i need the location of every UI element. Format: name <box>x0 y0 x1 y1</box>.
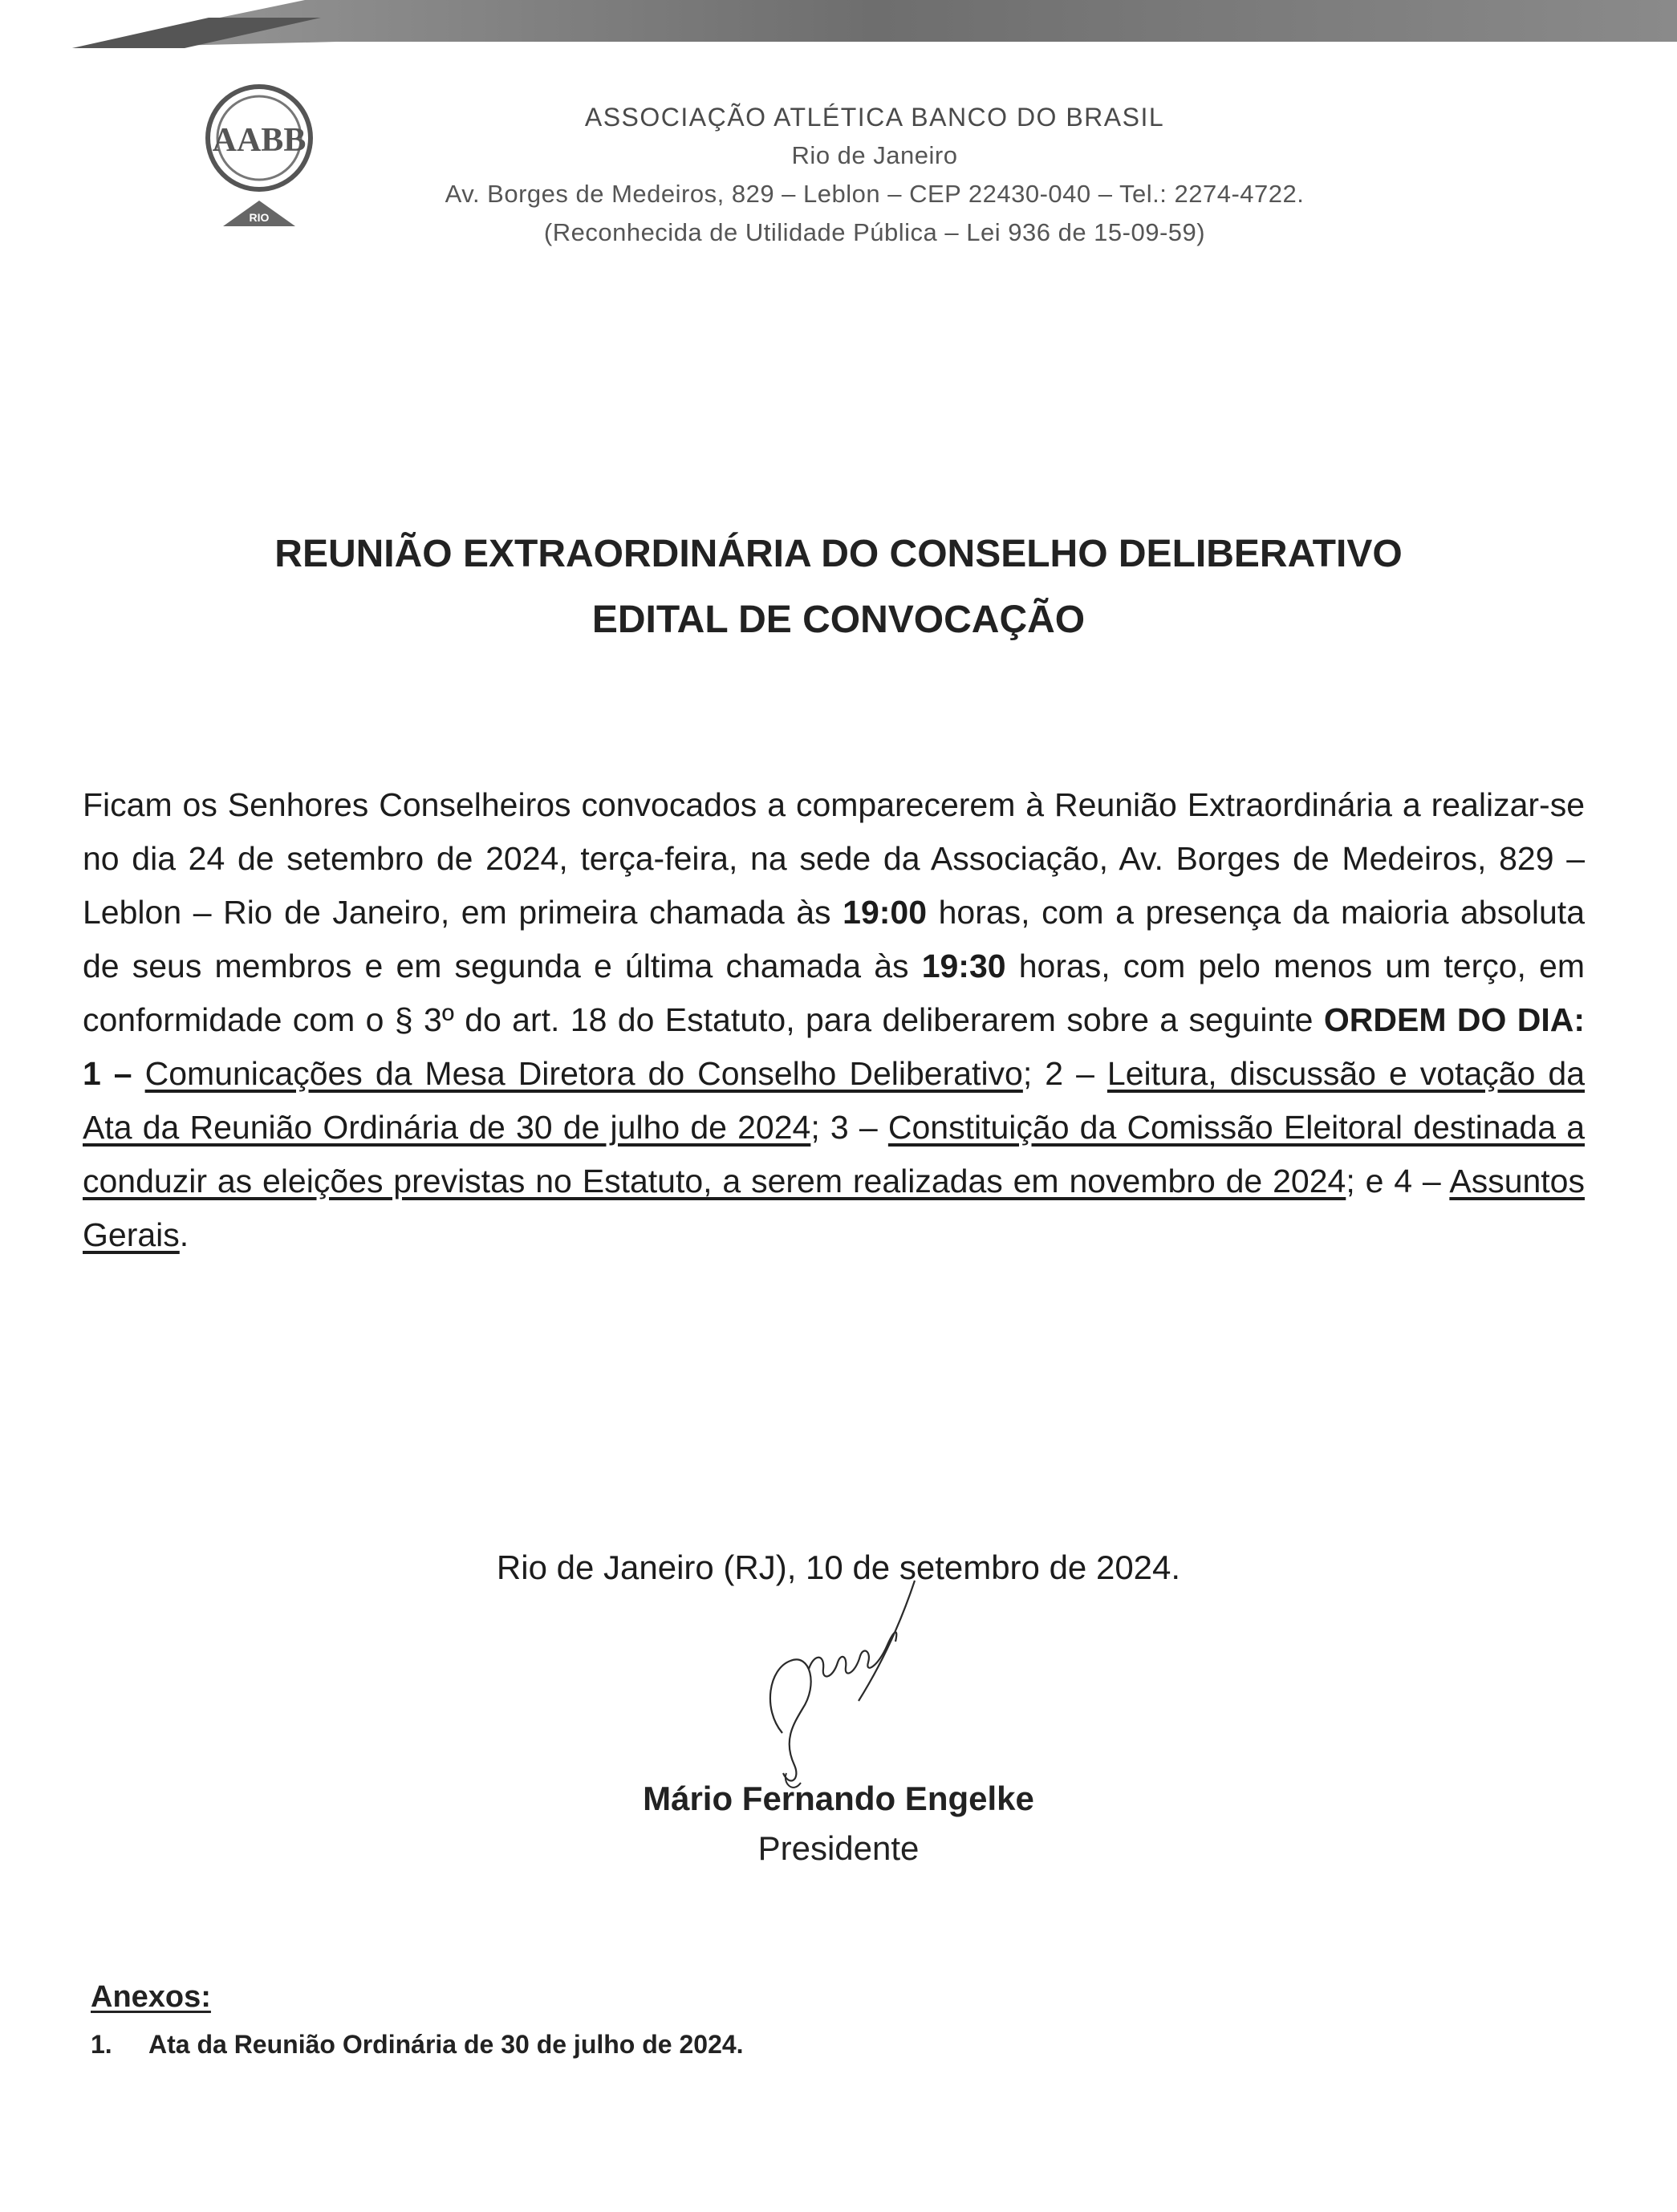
agenda-item-2: Leitura, discussão e votação da Ata da Reunião Ordinária de 30 de julho de 2024 <box>83 1055 1585 1146</box>
agenda-item-4-prefix: ; e 4 – <box>1346 1163 1450 1199</box>
org-name: ASSOCIAÇÃO ATLÉTICA BANCO DO BRASIL <box>584 103 1165 132</box>
title-line-2: EDITAL DE CONVOCAÇÃO <box>591 599 1086 641</box>
handwritten-signature <box>706 1573 947 1797</box>
agenda-item-1: Comunicações da Mesa Diretora do Conselho Deliberativo <box>144 1055 1023 1092</box>
title-line-1: REUNIÃO EXTRAORDINÁRIA DO CONSELHO DELIBERATIVO <box>274 533 1403 575</box>
agenda-item-3-prefix: ; 3 – <box>810 1109 888 1146</box>
svg-text:AABB: AABB <box>212 122 307 159</box>
body-part-3: horas, com pelo menos um terço, em conformidade com o § 3º do art. 18 do Estatuto, para deliberarem sobre a seguinte <box>83 948 1585 1038</box>
signer-role: Presidente <box>757 1829 920 1867</box>
annex-item-text: Ata da Reunião Ordinária de 30 de julho de 2024. <box>148 2030 744 2059</box>
document-title <box>0 522 1677 653</box>
signer-name: Mário Fernando Engelke <box>643 1780 1034 1817</box>
agenda-item-2-prefix: ; 2 – <box>1022 1055 1107 1092</box>
convocation-paragraph <box>83 778 1585 1262</box>
date-line: Rio de Janeiro (RJ), 10 de setembro de 2024. <box>496 1548 1181 1586</box>
annex-item <box>91 2030 744 2060</box>
org-address: Av. Borges de Medeiros, 829 – Leblon – CEP 22430-040 – Tel.: 2274-4722. <box>445 180 1305 208</box>
svg-text:RIO: RIO <box>249 211 270 224</box>
aabb-logo <box>191 80 327 241</box>
annex-heading: Anexos: <box>91 1980 211 2014</box>
org-city: Rio de Janeiro <box>791 141 958 169</box>
agenda-item-4: Assuntos Gerais <box>83 1163 1585 1253</box>
annex-item-number: 1. <box>91 2030 112 2059</box>
second-call-time: 19:30 <box>921 948 1006 984</box>
org-recognition: (Reconhecida de Utilidade Pública – Lei 936 de 15-09-59) <box>543 218 1206 246</box>
body-part-1: Ficam os Senhores Conselheiros convocados a comparecerem à Reunião Extraordinária a realizar-se no dia 24 de setembro de 2024, terça-feira, na sede da Associação, Av. Borges de Medeiros, 829 – Leblon – Rio de Janeiro, em primeira chamada às <box>83 786 1585 931</box>
agenda-label: ORDEM DO DIA: 1 – <box>83 1001 1586 1092</box>
first-call-time: 19:00 <box>843 894 928 931</box>
body-part-2: horas, com a presença da maioria absoluta de seus membros e em segunda e última chamada às <box>83 894 1585 984</box>
body-end: . <box>179 1216 189 1253</box>
agenda-item-3: Constituição da Comissão Eleitoral destinada a conduzir as eleições previstas no Estatuto, a serem realizadas em novembro de 2024 <box>83 1109 1585 1199</box>
scan-top-bar <box>0 0 1677 48</box>
letterhead <box>353 98 1396 252</box>
